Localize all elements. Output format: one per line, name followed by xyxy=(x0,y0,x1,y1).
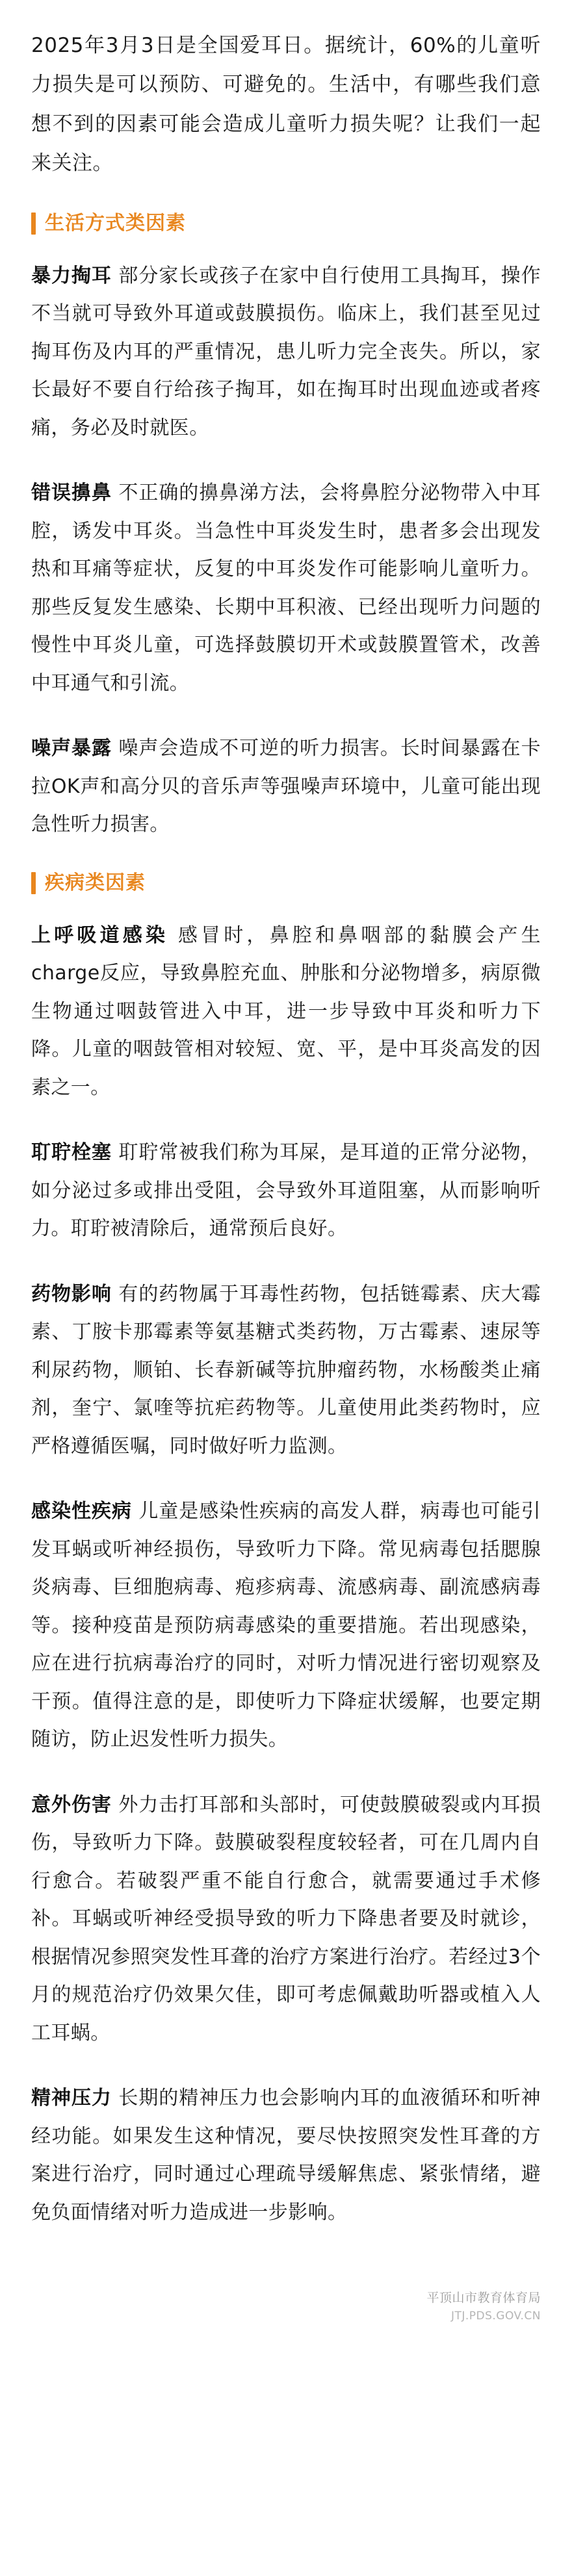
footer-watermark xyxy=(426,2288,541,2326)
section-lifestyle xyxy=(31,212,541,844)
paragraph-body: 不正确的擤鼻涕方法，会将鼻腔分泌物带入中耳腔，诱发中耳炎。当急性中耳炎发生时，患者多会出现发热和耳痛等症状，反复的中耳炎发作可能影响儿童听力。那些反复发生感染、长期中耳积液、已经出现听力问题的慢性中耳炎儿童，可选择鼓膜切开术或鼓膜置管术，改善中耳通气和引流。 xyxy=(31,482,541,695)
paragraph-lead: 精神压力 xyxy=(31,2087,112,2110)
paragraph-body: 耵聍常被我们称为耳屎，是耳道的正常分泌物，如分泌过多或排出受阻，会导致外耳道阻塞，从而影响听力。耵聍被清除后，通常预后良好。 xyxy=(31,1141,541,1241)
paragraph-body: 有的药物属于耳毒性药物，包括链霉素、庆大霉素、丁胺卡那霉素等氨基糖式类药物，万古霉素、速尿等利尿药物，顺铂、长春新碱等抗肿瘤药物，水杨酸类止痛剂，奎宁、氯喹等抗疟药物等。儿童使用此类药物时，应严格遵循医嘱，同时做好听力监测。 xyxy=(31,1282,541,1458)
paragraph-lead: 错误擤鼻 xyxy=(31,482,112,505)
heading-accent-bar xyxy=(31,872,36,894)
paragraph-body: 长期的精神压力也会影响内耳的血液循环和听神经功能。如果发生这种情况，要尽快按照突发性耳聋的方案进行治疗，同时通过心理疏导缓解焦虑、紧张情绪，避免负面情绪对听力造成进一步影响。 xyxy=(31,2087,541,2224)
paragraph-body: 外力击打耳部和头部时，可使鼓膜破裂或内耳损伤，导致听力下降。鼓膜破裂程度较轻者，可在几周内自行愈合。若破裂严重不能自行愈合，就需要通过手术修补。耳蜗或听神经受损导致的听力下降患者要及时就诊，根据情况参照突发性耳聋的治疗方案进行治疗。若经过3个月的规范治疗仍效果欠佳，即可考虑佩戴助听器或植入人工耳蜗。 xyxy=(31,1793,541,2044)
article-intro: 2025年3月3日是全国爱耳日。据统计，60%的儿童听力损失是可以预防、可避免的。生活中，有哪些我们意想不到的因素可能会造成儿童听力损失呢？让我们一起来关注。 xyxy=(31,34,541,175)
paragraph-lead: 耵聍栓塞 xyxy=(31,1141,112,1165)
paragraph xyxy=(31,1786,541,2053)
paragraph-body: 感冒时，鼻腔和鼻咽部的黏膜会产生charge反应，导致鼻腔充血、肿胀和分泌物增多，病原微生物通过咽鼓管进入中耳，进一步导致中耳炎和听力下降。儿童的咽鼓管相对较短、宽、平，是中耳炎高发的因素之一。 xyxy=(31,923,541,1099)
footer-url: JTJ.PDS.GOV.CN xyxy=(450,2310,541,2323)
paragraph-body: 噪声会造成不可逆的听力损害。长时间暴露在卡拉OK声和高分贝的音乐声等强噪声环境中，儿童可能出现急性听力损害。 xyxy=(31,737,541,836)
paragraph xyxy=(31,474,541,702)
paragraph-lead: 意外伤害 xyxy=(31,1793,112,1816)
paragraph-lead: 药物影响 xyxy=(31,1282,112,1306)
section-disease xyxy=(31,871,541,2232)
paragraph xyxy=(31,257,541,448)
paragraph-lead: 感染性疾病 xyxy=(31,1500,132,1523)
paragraph-lead: 暴力掏耳 xyxy=(31,264,112,287)
paragraph xyxy=(31,1276,541,1466)
heading-accent-bar xyxy=(31,213,36,235)
paragraph xyxy=(31,2080,541,2232)
paragraph-lead: 上呼吸道感染 xyxy=(31,923,169,947)
section-heading-disease xyxy=(31,871,541,895)
section-heading-lifestyle xyxy=(31,212,541,235)
paragraph-body: 儿童是感染性疾病的高发人群，病毒也可能引发耳蜗或听神经损伤，导致听力下降。常见病毒包括腮腺炎病毒、巨细胞病毒、疱疹病毒、流感病毒、副流感病毒等。接种疫苗是预防病毒感染的重要措施。若出现感染，应在进行抗病毒治疗的同时，对听力情况进行密切观察及干预。值得注意的是，即使听力下降症状缓解，也要定期随访，防止迟发性听力损失。 xyxy=(31,1500,541,1751)
paragraph-lead: 噪声暴露 xyxy=(31,737,112,760)
section-heading-label: 疾病类因素 xyxy=(45,871,146,894)
paragraph xyxy=(31,1134,541,1248)
paragraph xyxy=(31,917,541,1107)
section-heading-label: 生活方式类因素 xyxy=(45,211,186,235)
paragraph xyxy=(31,730,541,844)
paragraph-body: 部分家长或孩子在家中自行使用工具掏耳，操作不当就可导致外耳道或鼓膜损伤。临床上，我们甚至见过掏耳伤及内耳的严重情况，患儿听力完全丧失。所以，家长最好不要自行给孩子掏耳，如在掏耳时出现血迹或者疼痛，务必及时就医。 xyxy=(31,264,541,439)
footer-site-name: 平顶山市教育体育局 xyxy=(426,2290,541,2305)
page-footer xyxy=(31,2259,541,2337)
paragraph xyxy=(31,1493,541,1759)
